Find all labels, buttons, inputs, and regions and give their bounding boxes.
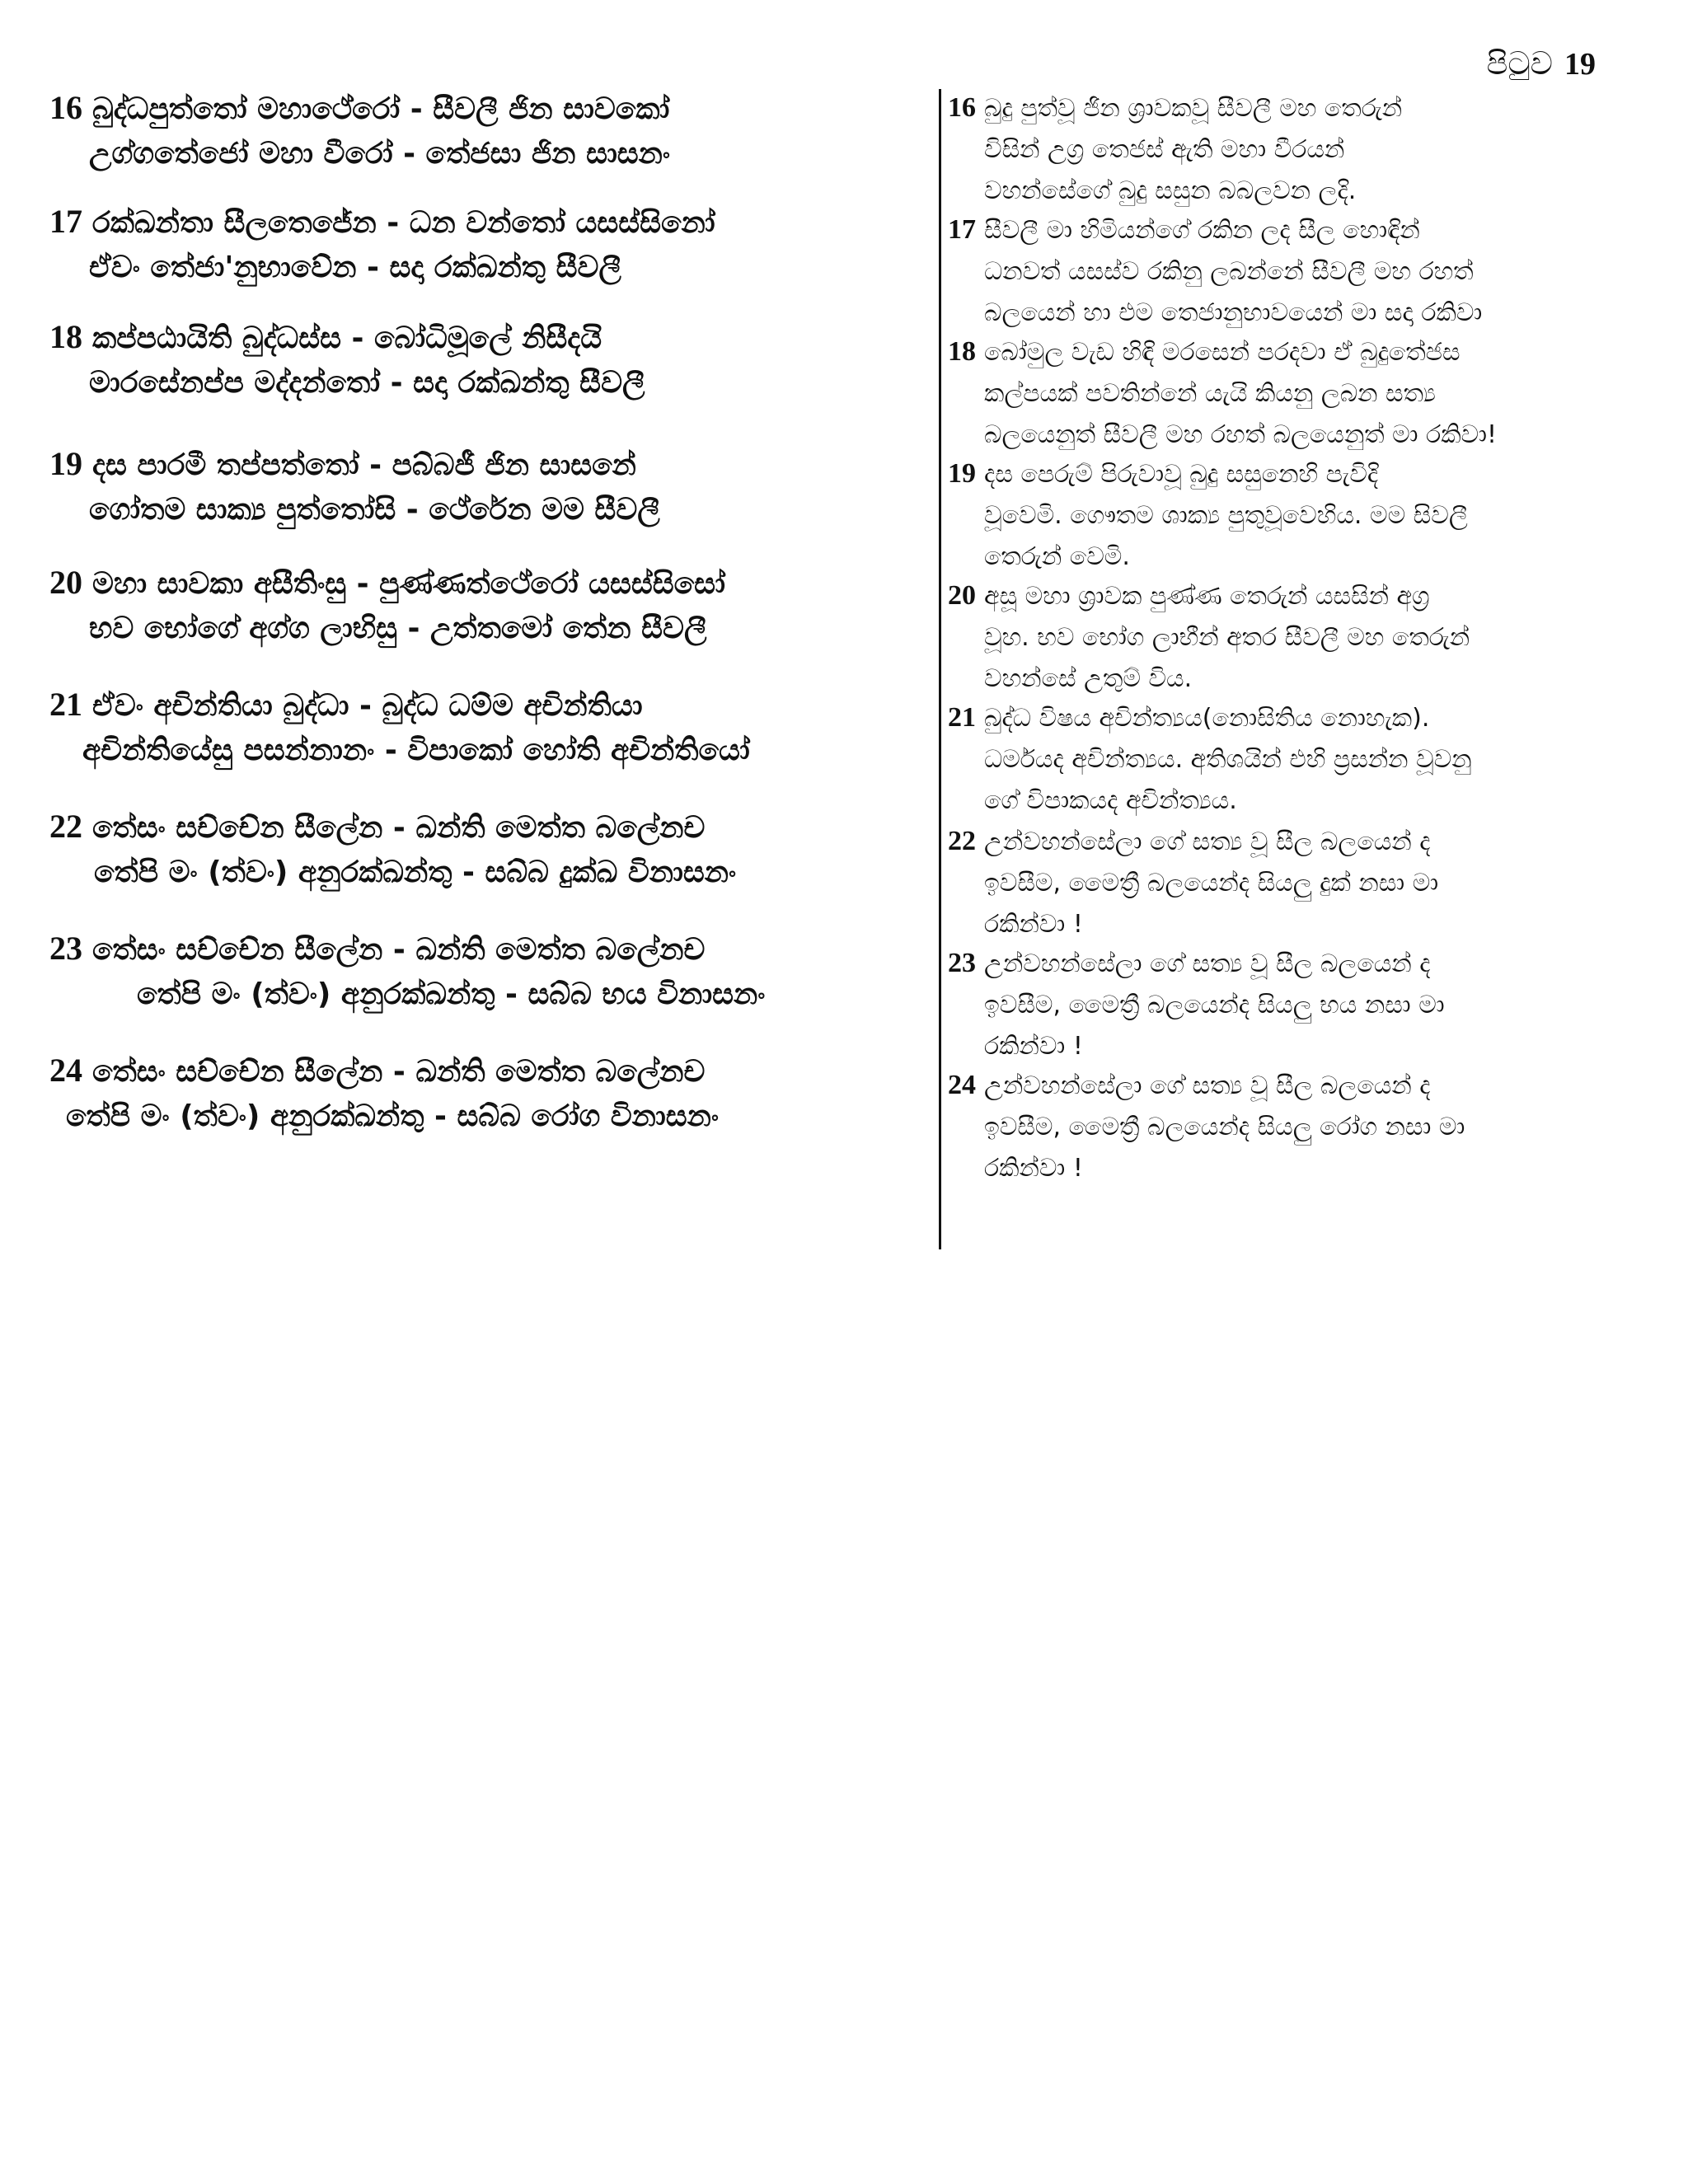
pali-column [49, 86, 940, 1137]
pali-line: තේපි මං (ත්වං) අනුරක්ඛන්තු - සබ්බ රෝග විනාසනං [66, 1099, 720, 1133]
meaning-line [948, 1065, 1648, 1107]
pali-verse-17 [49, 199, 935, 315]
page-number-label: පිටුව [1486, 47, 1553, 82]
meaning-line: රකින්වා ! [984, 1154, 1083, 1183]
meaning-18 [948, 331, 1648, 453]
verse-number: 19 [948, 458, 976, 489]
verse-number: 21 [49, 686, 82, 723]
meaning-text: සීවලී මා හිමියන්ගේ රකින ලද සීල හොඳින් [984, 216, 1420, 245]
meaning-line [948, 943, 1648, 985]
pali-line: මාරසේනප්ප මද්දන්තෝ - සදා රක්ඛන්තු සීවලී [89, 366, 645, 400]
sinhala-meaning-column [948, 87, 1657, 1188]
verse-number: 23 [49, 930, 82, 967]
pali-text: තේසං සච්චේන සීලේන - ඛන්ති මෙත්ත බලේනච [92, 1055, 706, 1089]
pali-text: බුද්ධපුත්තෝ මහාථේරෝ - සීවලී ජින සාවකෝ [92, 92, 670, 126]
pali-line [49, 926, 935, 972]
meaning-text: බෝමුල වැඩ හිඳි මරසෙන් පරදවා ඒ බුදුතේජස [984, 338, 1461, 367]
pali-line [49, 804, 935, 851]
pali-verse-23 [49, 926, 935, 1048]
pali-line [49, 315, 935, 361]
pali-verse-16 [49, 86, 935, 199]
verse-number: 24 [948, 1070, 976, 1100]
meaning-line [948, 697, 1648, 739]
meaning-19 [948, 453, 1648, 575]
meaning-line [948, 453, 1648, 495]
meaning-text: බුදු පුත්වූ ජින ශ්‍රාවකවූ සීවලී මහ තෙරුන් [984, 94, 1403, 123]
verse-number: 17 [948, 214, 976, 245]
verse-number: 20 [49, 564, 82, 601]
meaning-line [948, 575, 1648, 617]
meaning-16 [948, 87, 1648, 209]
meaning-text: අසූ මහා ශ්‍රාවක පුණ්ණ තෙරුන් යසසින් අග්‍ර [984, 582, 1430, 611]
verse-number: 20 [948, 580, 976, 611]
verse-number: 17 [49, 203, 82, 240]
pali-verse-21 [49, 682, 935, 804]
meaning-text: උන්වහන්සේලා ගේ සත්‍ය වූ සීල බලයෙන් ද [984, 949, 1431, 978]
meaning-text: බුද්ධ විෂය අචින්ත්‍යය(නොසිතිය නොහැක). [984, 704, 1430, 733]
pali-verse-18 [49, 315, 935, 442]
meaning-line: කල්පයක් පවතින්නේ යැයි කියනු ලබන සත්‍ය [984, 379, 1436, 408]
pali-line: තේපි මං (ත්වං) අනුරක්ඛන්තු - සබ්බ භය විනාසනං [137, 977, 766, 1011]
verse-number: 19 [49, 445, 82, 482]
pali-line: අචින්තියේසු පසන්නානං - විපාකෝ හෝති අචින්තියෝ [82, 733, 750, 767]
meaning-text: උන්වහන්සේලා ගේ සත්‍ය වූ සීල බලයෙන් ද [984, 1071, 1431, 1100]
pali-text: කප්පඨායිති බුද්ධස්ස - බෝධිමූලේ නිසීදයි [92, 321, 603, 355]
pali-line: ගෝතම සාක්‍ය පුත්තෝසි - ථේරේන මම සීවලී [89, 493, 660, 527]
verse-number: 18 [948, 336, 976, 367]
pali-text: තේසං සච්චේන සීලේන - ඛන්ති මෙත්ත බලේනච [92, 811, 706, 845]
meaning-22 [948, 821, 1648, 943]
meaning-line: ධනවත් යසස්ව රකිනු ලබන්නේ සීවලී මහ රහත් [984, 257, 1474, 286]
pali-line [49, 199, 935, 246]
meaning-21 [948, 697, 1648, 821]
meaning-20 [948, 575, 1648, 697]
meaning-line: තෙරුන් වෙමි. [984, 542, 1130, 571]
meaning-line: ඉවසීම, මෛත්‍රී බලයෙන්ද සියලු රෝග නසා මා [984, 1113, 1465, 1141]
pali-line: ඒවං තේජා'නුභාවේන - සදා රක්ඛන්තු සීවලී [89, 251, 621, 284]
verse-number: 18 [49, 318, 82, 355]
meaning-line [948, 209, 1648, 251]
pali-text: දස පාරමී තප්පත්තෝ - පබ්බජී ජින සාසනේ [92, 448, 636, 482]
pali-line [49, 682, 935, 729]
pali-verse-20 [49, 560, 935, 682]
verse-number: 22 [948, 826, 976, 856]
meaning-line: වූහ. භව භෝග ලාභීන් අතර සීවලී මහ තෙරුන් [984, 623, 1470, 652]
pali-line [49, 560, 935, 607]
meaning-line [948, 87, 1648, 129]
meaning-line [948, 331, 1648, 373]
verse-number: 24 [49, 1052, 82, 1089]
meaning-line: බලයෙනුත් සීවලී මහ රහත් බලයෙනුත් මා රකිවා! [984, 420, 1498, 449]
pali-line: භව භෝගේ අග්ග ලාභිසු - උත්තමෝ තේන සීවලී [89, 612, 707, 645]
meaning-23 [948, 943, 1648, 1065]
pali-verse-19 [49, 442, 935, 560]
pali-line [49, 442, 935, 488]
meaning-line: ඉවසීම, මෛත්‍රී බලයෙන්ද සියලු දුක් නසා මා [984, 869, 1439, 898]
meaning-text: උන්වහන්සේලා ගේ සත්‍ය වූ සීල බලයෙන් ද [984, 827, 1431, 856]
meaning-17 [948, 209, 1648, 331]
meaning-line: වහන්සේගේ බුදු සසුන බබලවන ලදි. [984, 176, 1357, 205]
meaning-24 [948, 1065, 1648, 1188]
meaning-line: රකින්වා ! [984, 910, 1083, 939]
meaning-line: බලයෙන් හා එම තෙජානුභාවයෙන් මා සදා රකිවා [984, 298, 1483, 327]
pali-text: රක්ඛන්තා සීලතෙජේන - ධන වන්තෝ යසස්සිනෝ [92, 206, 715, 240]
meaning-line: ගේ විපාකයද අචින්ත්‍යය. [984, 786, 1237, 815]
pali-line: තේපි මං (ත්වං) අනුරක්ඛන්තු - සබ්බ දුක්ඛ විනාසනං [94, 855, 737, 889]
meaning-line: වූවෙමි. ගෞතම ශාක්‍ය පුතුවූවෙහිය. මම සිවලී [984, 501, 1468, 530]
meaning-line: වහන්සේ උතුම් විය. [984, 664, 1193, 693]
page-number [1487, 40, 1596, 89]
meaning-line: ඉවසීම, මෛත්‍රී බලයෙන්ද සියලු භය නසා මා [984, 991, 1445, 1019]
verse-number: 16 [948, 92, 976, 123]
verse-number: 21 [948, 702, 976, 733]
pali-text: මහා සාවකා අසීතිංසු - පුණ්ණත්ථේරෝ යසස්සිසෝ [92, 567, 725, 601]
meaning-line: රකින්වා ! [984, 1032, 1083, 1061]
verse-number: 23 [948, 948, 976, 978]
meaning-text: දස පෙරුම් පිරුවාවූ බුදු සසුනෙහි පැවිදි [984, 460, 1379, 489]
pali-text: ඒවං අචින්තියා බුද්ධා - බුද්ධ ධම්ම අචින්තියා [92, 689, 643, 723]
meaning-line: ධර්මයද අචින්ත්‍යය. අතිශයින් එහි ප්‍රසන්න වූවනු [984, 745, 1472, 774]
verse-number: 22 [49, 808, 82, 845]
pali-text: තේසං සච්චේන සීලේන - ඛන්ති මෙත්ත බලේනච [92, 933, 706, 967]
meaning-line: විසින් උග්‍ර තෙජස් ඇති මහා වීරයන් [984, 135, 1345, 164]
pali-line: උග්ගතේජෝ මහා වීරෝ - තේජසා ජින සාසනං [89, 137, 671, 171]
verse-number: 16 [49, 89, 82, 126]
pali-verse-24 [49, 1048, 935, 1137]
pali-line [49, 86, 935, 132]
pali-verse-22 [49, 804, 935, 926]
pali-line [49, 1048, 935, 1094]
meaning-line [948, 821, 1648, 863]
page-number-value: 19 [1564, 47, 1596, 82]
